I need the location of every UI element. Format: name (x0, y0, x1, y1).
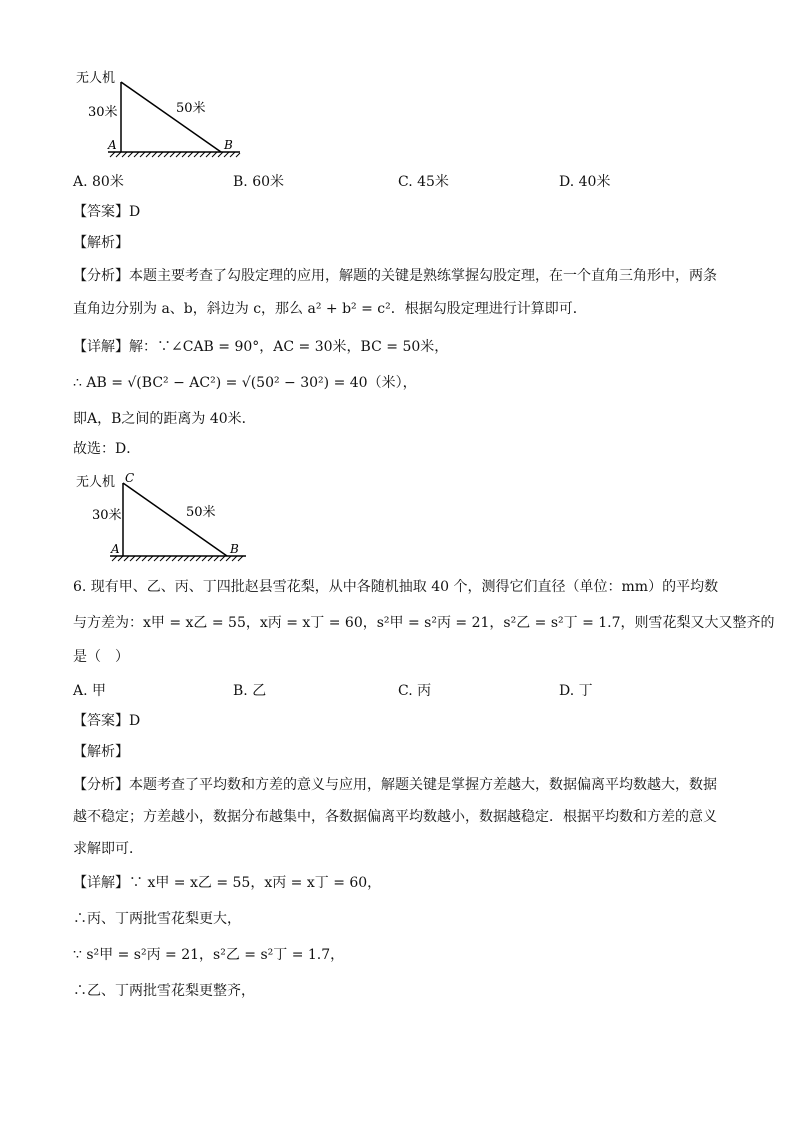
label-point-c: C (125, 471, 135, 485)
q6-stem-line-3: 是（ ） (73, 649, 129, 665)
choice-c: C. 丙 (398, 683, 432, 699)
q6-jiexi-heading: 【解析】 (73, 744, 129, 760)
label-side-bc: 50米 (186, 505, 216, 520)
label-point-a: A (111, 542, 120, 556)
q5-xiangjie-line-2: ∴ AB = √(BC² − AC²) = √(50² − 30²) = 40（米）， (73, 375, 417, 391)
label-side-ac: 30米 (92, 508, 122, 523)
label-side-bc: 50米 (176, 101, 206, 116)
q5-xiangjie-line-3: 即A，B之间的距离为 40米． (73, 411, 256, 427)
q5-fenxi-line-1: 【分析】本题主要考查了勾股定理的应用，解题的关键是熟练掌握勾股定理，在一个直角三角形中，两条 (73, 268, 717, 284)
q6-xiangjie-line-2: ∴丙、丁两批雪花梨更大， (73, 911, 241, 927)
choice-a: A. 80米 (73, 174, 124, 190)
choice-d: D. 丁 (559, 683, 593, 699)
label-point-a: A (108, 138, 117, 152)
label-point-b: B (224, 138, 233, 152)
q6-fenxi-line-1: 【分析】本题考查了平均数和方差的意义与应用，解题关键是掌握方差越大，数据偏离平均数越大，数据 (73, 777, 717, 793)
choice-a: A. 甲 (73, 683, 107, 699)
q6-stem-line-2: 与方差为：x甲 = x乙 = 55，x丙 = x丁 = 60，s²甲 = s²丙 = 21，s²乙 = s²丁 = 1.7，则雪花梨又大又整齐的 (73, 615, 775, 631)
q5-xiangjie-line-4: 故选：D． (73, 441, 141, 457)
q5-choices (73, 171, 713, 191)
q5-answer: 【答案】D (73, 204, 141, 220)
choice-c: C. 45米 (398, 174, 449, 190)
q5-jiexi-heading: 【解析】 (73, 235, 129, 251)
q6-xiangjie-line-4: ∴乙、丁两批雪花梨更整齐， (73, 983, 255, 999)
q6-xiangjie-line-1: 【详解】∵ x甲 = x乙 = 55，x丙 = x丁 = 60， (73, 875, 382, 891)
q6-fenxi-line-3: 求解即可． (73, 841, 143, 857)
q6-xiangjie-line-3: ∵ s²甲 = s²丙 = 21，s²乙 = s²丁 = 1.7， (73, 947, 345, 963)
q6-answer: 【答案】D (73, 713, 141, 729)
label-drone: 无人机 (76, 71, 116, 86)
q5-fenxi-line-2: 直角边分别为 a、b，斜边为 c，那么 a² + b² = c²．根据勾股定理进行计算即可． (73, 301, 587, 317)
q6-choices (73, 680, 713, 700)
label-side-ac: 30米 (88, 105, 118, 120)
q6-fenxi-line-2: 越不稳定；方差越小，数据分布越集中，各数据偏离平均数越小，数据越稳定．根据平均数和方差的意义 (73, 809, 717, 825)
label-drone: 无人机 (76, 475, 116, 490)
figure-drone-triangle-2 (70, 468, 255, 564)
q5-xiangjie-line-1: 【详解】解：∵∠CAB = 90°，AC = 30米，BC = 50米， (73, 339, 449, 355)
choice-b: B. 60米 (233, 174, 285, 190)
side-bc (121, 82, 221, 152)
q6-stem-line-1: 6. 现有甲、乙、丙、丁四批赵县雪花梨，从中各随机抽取 40 个，测得它们直径（单位：mm）的平均数 (73, 579, 719, 595)
label-point-b: B (230, 542, 239, 556)
choice-d: D. 40米 (559, 174, 611, 190)
figure-drone-triangle-1 (70, 68, 250, 160)
choice-b: B. 乙 (233, 683, 267, 699)
